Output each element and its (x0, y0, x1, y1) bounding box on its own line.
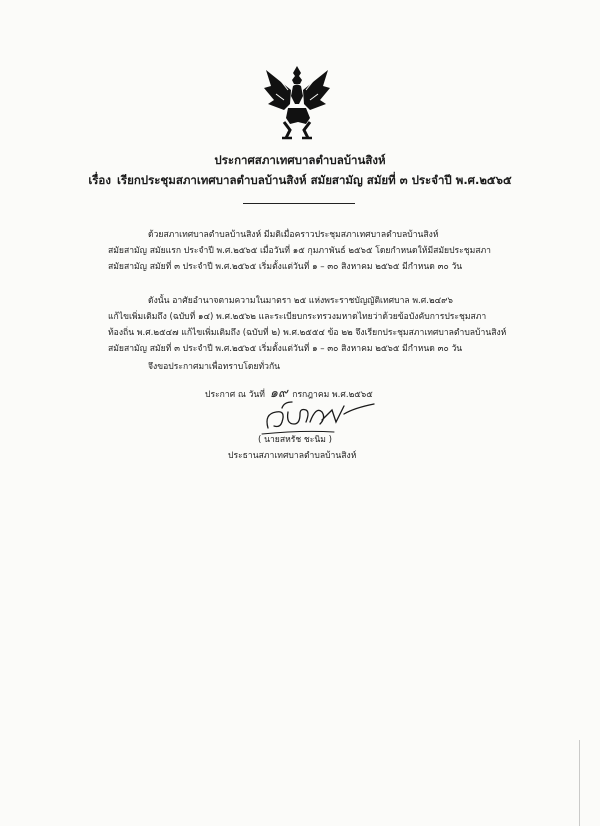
subject-text: เรียกประชุมสภาเทศบาลตำบลบ้านสิงห์ สมัยสามัญ สมัยที่ ๓ ประจำปี พ.ศ.๒๕๖๕ (116, 173, 512, 187)
signer-name: ( นายสหรัช ชะนิม ) (258, 435, 332, 445)
closing-line: จึงขอประกาศมาเพื่อทราบโดยทั่วกัน (148, 362, 281, 372)
paragraph-1-line: สมัยสามัญ สมัยที่ ๓ ประจำปี พ.ศ.๒๕๖๕ เริ่มตั้งแต่วันที่ ๑ – ๓๐ สิงหาคม ๒๕๖๕ มีกำหนด ๓๐ วัน (108, 262, 463, 272)
paragraph-2-line: แก้ไขเพิ่มเติมถึง (ฉบับที่ ๑๔) พ.ศ.๒๕๖๒ และระเบียบกระทรวงมหาดไทยว่าด้วยข้อบังคับการประชุมสภา (108, 312, 487, 322)
date-prefix: ประกาศ ณ วันที่ (205, 390, 265, 400)
paragraph-1-line: สมัยสามัญ สมัยแรก ประจำปี พ.ศ.๒๕๖๕ เมื่อวันที่ ๑๕ กุมภาพันธ์ ๒๕๖๕ โดยกำหนดให้มีสมัยประชุมสภา (108, 246, 492, 256)
paragraph-2 (108, 293, 518, 357)
title-divider (243, 203, 355, 204)
subject-label: เรื่อง (88, 173, 111, 187)
paragraph-2-line: ดังนั้น อาศัยอำนาจตามความในมาตรา ๒๕ แห่งพระราชบัญญัติเทศบาล พ.ศ.๒๔๙๖ (148, 296, 453, 306)
subject-line (0, 170, 600, 190)
paragraph-2-line: ท้องถิ่น พ.ศ.๒๕๔๗ แก้ไขเพิ่มเติมถึง (ฉบับที่ ๒) พ.ศ.๒๕๕๔ ข้อ ๒๒ จึงเรียกประชุมสภาเทศบาลตำบลบ้านสิงห์ (108, 328, 507, 338)
announcement-title: ประกาศสภาเทศบาลตำบลบ้านสิงห์ (214, 153, 386, 167)
scan-edge-mark (579, 740, 580, 826)
paragraph-1 (108, 227, 518, 275)
paragraph-1-line: ด้วยสภาเทศบาลตำบลบ้านสิงห์ มีมติเมื่อคราวประชุมสภาเทศบาลตำบลบ้านสิงห์ (148, 230, 439, 240)
date-day-handwritten: ๑๙ (269, 386, 288, 401)
signer-position: ประธานสภาเทศบาลตำบลบ้านสิงห์ (228, 451, 357, 461)
garuda-emblem-icon (262, 64, 332, 140)
paragraph-2-line: สมัยสามัญ สมัยที่ ๓ ประจำปี พ.ศ.๒๕๖๕ เริ่มตั้งแต่วันที่ ๑ – ๓๐ สิงหาคม ๒๕๖๕ มีกำหนด ๓๐ วัน (108, 344, 463, 354)
date-month-year: กรกฎาคม พ.ศ.๒๕๖๕ (292, 390, 373, 400)
